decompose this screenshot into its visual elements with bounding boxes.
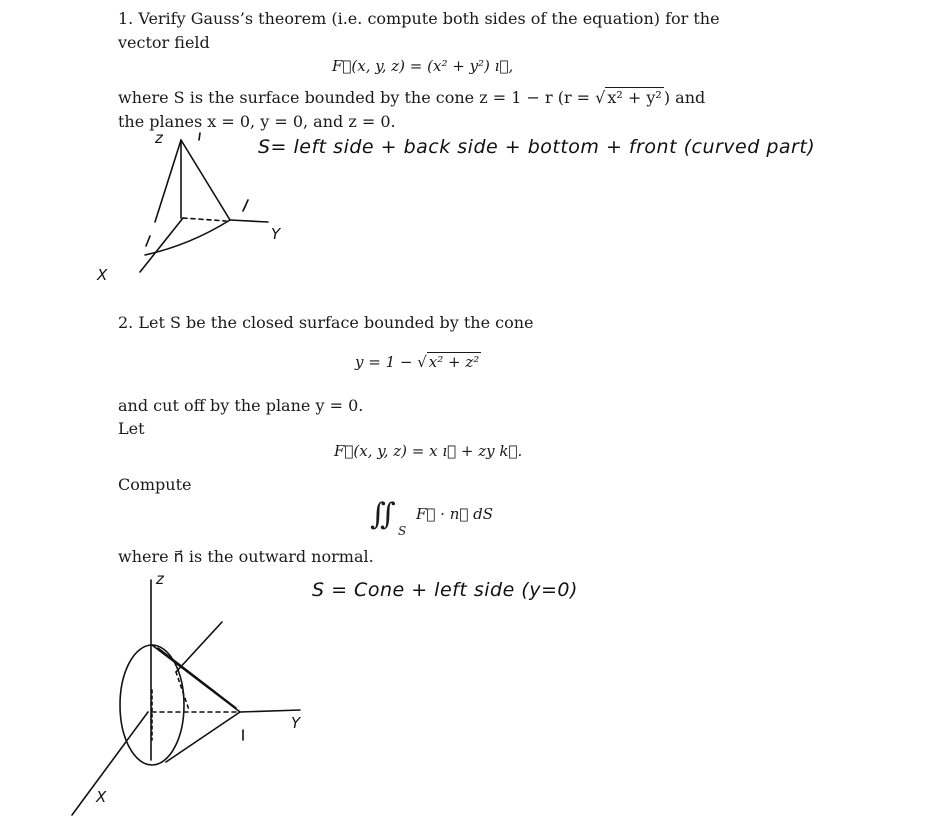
p2-line2: and cut off by the plane y = 0. [118,396,364,415]
p1-y-label: Y [271,225,281,243]
p2-cone-top-edge [152,645,240,712]
p1-line3-pre: where S is the surface bounded by the cone z = 1 − r (r = [118,88,596,107]
p1-equation: F⃗(x, y, z) = (x² + y²) ı⃗, [332,57,514,75]
p2-line1: 2. Let S be the closed surface bounded by the cone [118,313,534,332]
p1-line3-sqrt: x² + y² [607,88,662,107]
p2-eq1-sqrt: x² + z² [428,353,480,371]
p2-line4: where n⃗ is the outward normal. [118,547,374,566]
p2-y-label: Y [291,714,301,732]
p2-compute: Compute [118,475,192,494]
p1-line3-post: ) and [663,88,706,107]
p2-integral-body: F⃗ · n⃗ dS [416,505,494,523]
sqrt-sign: √ [417,353,427,371]
p2-cone-bottom-edge [166,712,240,762]
p2-eq1-pre: y = 1 − [355,353,418,371]
p2-back-diagonal [176,622,222,672]
p1-x-label: X [97,266,108,284]
p1-line1: 1. Verify Gauss’s theorem (i.e. compute both sides of the equation) for the [118,9,720,28]
p2-integral-sub: S [398,524,407,538]
sqrt-sign: √ [595,88,606,107]
p1-z-label: z [155,129,163,147]
p2-x-axis [72,712,148,815]
p2-z-label: z [156,570,164,588]
double-integral-sign: ∬ [370,497,396,532]
p2-line3: Let [118,419,145,438]
p2-x-label: X [96,788,107,806]
p2-handwritten-note: S = Cone + left side (y=0) [312,579,578,601]
p1-line2: vector field [118,33,210,52]
p1-handwritten-note: S= left side + back side + bottom + front (curved part) [258,136,816,158]
p2-equation2: F⃗(x, y, z) = x ı⃗ + zy k⃗. [334,442,523,460]
p1-line4: the planes x = 0, y = 0, and z = 0. [118,112,396,131]
p2-y-axis [240,710,300,712]
p2-cone-inner-edge [158,648,236,708]
